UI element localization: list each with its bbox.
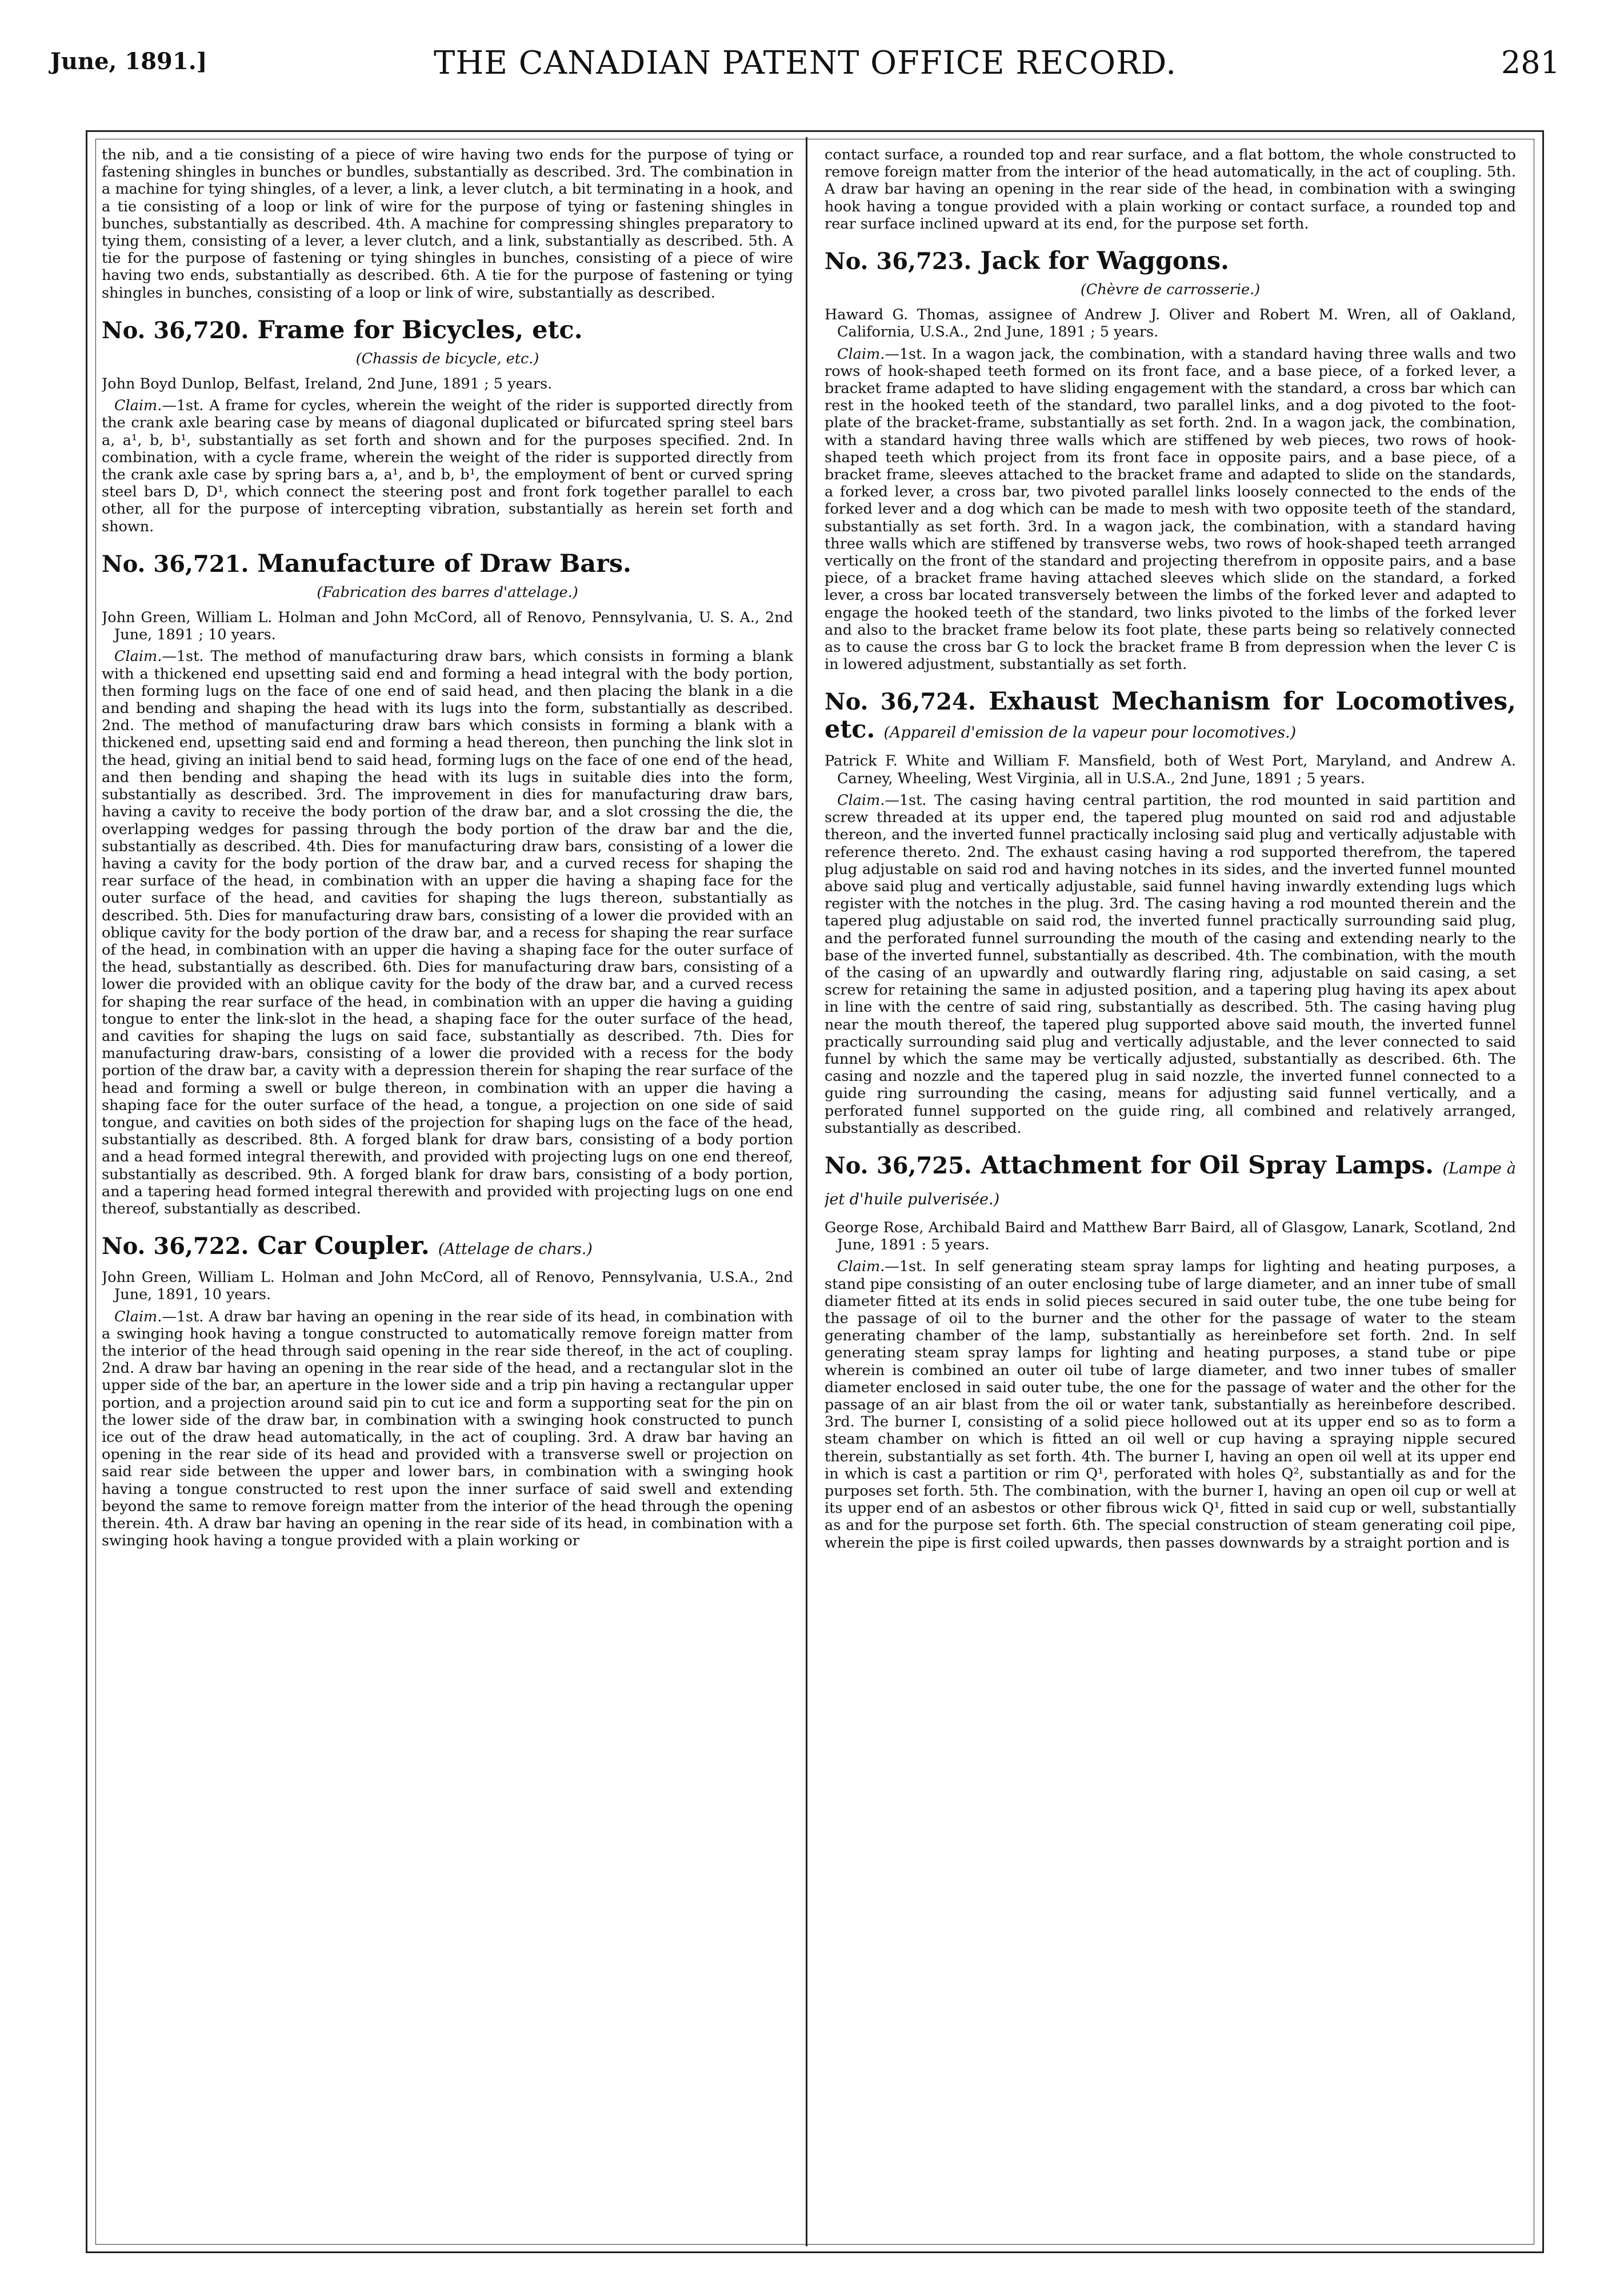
patent-number: No. 36,725.	[825, 1152, 972, 1179]
claims	[825, 346, 1516, 674]
patent-entry	[825, 1152, 1516, 1552]
claims-text: —1st. In a wagon jack, the combination, with a standard having three walls and two rows of hook-shaped teeth formed on its front face, and a base piece, of a forked lever, a bracket frame adapted to have sliding engagement with the standard, a cross bar which can rest in the hooked teeth of the standard, two parallel links, and a dog pivoted to the foot-plate of the bracket-frame, substantially as set forth. 2nd. In a wagon jack, the combination, with a standard having three walls which are stiffened by web pieces, two rows of hook-shaped teeth which project from its front face in opposite pairs, and a base piece, of a bracket frame, sleeves attached to the bracket frame and adapted to slide on the standards, a forked lever, a cross bar, two pivoted parallel links loosely connected to the ends of the forked lever and a dog which can be made to mesh with two opposite teeth of the standard, substantially as set forth. 3rd. In a wagon jack, the combination, with a standard having three walls which are stiffened by transverse webs, two rows of hook-shaped teeth arranged vertically on the front of the standard and projecting therefrom in opposite pairs, and a base piece, of a bracket frame having attached sleeves which slide on the standard, a forked lever, a cross bar located transversely between the limbs of the forked lever and adapted to engage the hooked teeth of the standard, two links pivoted to the limbs of the forked lever and also to the bracket frame below its foot plate, these parts being so relatively connected as to cause the cross bar G to lock the bracket frame B from depression when the lever C is in lowered adjustment, substantially as set forth.	[825, 345, 1516, 674]
inventors: John Green, William L. Holman and John McCord, all of Renovo, Pennsylvania, U. S. A., 2nd June, 1891 ; 10 years.	[102, 609, 793, 644]
claim-label: Claim.	[114, 1308, 162, 1325]
left-column	[102, 146, 793, 2237]
patent-title: Attachment for Oil Spray Lamps.	[981, 1151, 1434, 1180]
patent-title: Frame for Bicycles, etc.	[257, 315, 583, 344]
inventors: John Green, William L. Holman and John McCord, all of Renovo, Pennsylvania, U.S.A., 2nd June, 1891, 10 years.	[102, 1269, 793, 1304]
claims	[825, 792, 1516, 1137]
french-title: (Fabrication des barres d'attelage.)	[317, 583, 578, 601]
claims-text: —1st. In self generating steam spray lamps for lighting and heating purposes, a stand pipe consisting of an outer enclosing tube of large diameter, and an inner tube of small diameter fitted at its ends in solid pieces secured in said outer tube, the one tube being for the passage of oil to the burner and the other for the passage of water to the steam generating chamber of the lamp, substantially as hereinbefore set forth. 2nd. In self generating steam spray lamps for lighting and heating purposes, a stand tube or pipe wherein is combined an outer oil tube of large diameter, and two inner tubes of smaller diameter enclosed in said outer tube, the one for the passage of water and the other for the passage of an air blast from the oil or water tank, substantially as hereinbefore described. 3rd. The burner I, consisting of a solid piece hollowed out at its upper end so as to form a steam chamber on which is fitted an oil well or cup having a spraying nipple secured therein, substantially as set forth. 4th. The burner I, having an open oil well at its upper end in which is cast a partition or rim Q¹, perforated with holes Q², substantially as and for the purposes set forth. 5th. The combination, with the burner I, having an open oil cup or well at its upper end of an asbestos or other fibrous wick Q¹, fitted in said cup or well, substantially as and for the purpose set forth. 6th. The special construction of steam generating coil pipe, wherein the pipe is first coiled upwards, then passes downwards by a straight portion and is	[825, 1258, 1516, 1552]
patent-entry	[825, 688, 1516, 1136]
continuation-text: contact surface, a rounded top and rear surface, and a flat bottom, the whole constructed to remove foreign matter from the interior of the head automatically, in the act of coupling. 5th. A draw bar having an opening in the rear side of the head, in combination with a swinging hook having a tongue provided with a plain working or contact surface, a rounded top and rear surface inclined upward at its end, for the purpose set forth.	[825, 146, 1516, 233]
publication-title: THE CANADIAN PATENT OFFICE RECORD.	[433, 45, 1177, 82]
patent-heading	[825, 688, 1516, 747]
issue-date: June, 1891.]	[50, 48, 207, 75]
patent-title: Car Coupler.	[257, 1232, 430, 1261]
claims	[102, 648, 793, 1217]
french-title: (Chassis de bicycle, etc.)	[355, 350, 539, 367]
french-title: (Chèvre de carrosserie.)	[1080, 281, 1261, 299]
patent-heading	[825, 247, 1516, 275]
patent-number: No. 36,722.	[102, 1233, 249, 1260]
patent-title: Manufacture of Draw Bars.	[257, 549, 632, 578]
claims	[825, 1258, 1516, 1551]
page-header	[50, 45, 1560, 94]
patent-entry	[102, 550, 793, 1217]
claim-label: Claim.	[114, 648, 162, 666]
claim-label: Claim.	[837, 1258, 885, 1276]
patent-heading	[102, 550, 793, 578]
inventors: Haward G. Thomas, assignee of Andrew J. Oliver and Robert M. Wren, all of Oakland, California, U.S.A., 2nd June, 1891 ; 5 years.	[825, 306, 1516, 341]
french-title: (Attelage de chars.)	[438, 1240, 593, 1259]
inventors: Patrick F. White and William F. Mansfield, both of West Port, Maryland, and Andrew A. Carney, Wheeling, West Virginia, all in U.S.A., 2nd June, 1891 ; 5 years.	[825, 752, 1516, 787]
patent-number: No. 36,720.	[102, 316, 249, 344]
continuation-text: the nib, and a tie consisting of a piece of wire having two ends for the purpose of tying or fastening shingles in bunches or bundles, substantially as described. 3rd. The combination in a machine for tying shingles, of a lever, a link, a lever clutch, a bit terminating in a hook, and a tie consisting of a loop or link of wire for the purpose of tying or fastening shingles in bunches, substantially as described. 4th. A machine for compressing shingles preparatory to tying them, consisting of a lever, a lever clutch, and a link, substantially as described. 5th. A tie for the purpose of fastening or tying shingles in bunches, consisting of a piece of wire having two ends, substantially as described. 6th. A tie for the purpose of fastening or tying shingles in bunches, consisting of a loop or link of wire, substantially as described.	[102, 146, 793, 302]
claims	[102, 1308, 793, 1550]
inventors: George Rose, Archibald Baird and Matthew Barr Baird, all of Glasgow, Lanark, Scotland, 2nd June, 1891 : 5 years.	[825, 1219, 1516, 1254]
patent-number: No. 36,723.	[825, 248, 972, 275]
claims	[102, 397, 793, 535]
claim-label: Claim.	[114, 397, 162, 415]
claims-text: —1st. The method of manufacturing draw bars, which consists in forming a blank with a thickened end upsetting said end and forming a head integral with the body portion, then forming lugs on the face of one end of said head, and then placing the blank in a die and bending and shaping the head with its lugs into the form, substantially as described. 2nd. The method of manufacturing draw bars which consists in forming a blank with a thickened end, upsetting said end and forming a head thereon, then punching the link slot in the head, giving an initial bend to said head, forming lugs on the face of one end of the head, and then bending and shaping the head with its lugs in suitable dies into the form, substantially as described. 3rd. The improvement in dies for manufacturing draw bars, having a cavity to receive the body portion of the draw bar, and a slot crossing the die, the overlapping wedges for passing through the body portion of the draw bar and the die, substantially as described. 4th. Dies for manufacturing draw bars, consisting of a lower die having a cavity for the body portion of the draw bar, and a curved recess for shaping the rear surface of the head, in combination with an upper die having a shaping face for the outer surface of the head, and cavities for shaping the lugs thereon, substantially as described. 5th. Dies for manufacturing draw bars, consisting of a lower die provided with an oblique cavity for the body portion of the draw bar, and a recess for shaping the rear surface of the head, in combination with an upper die having a shaping face for the outer surface of the head, substantially as described. 6th. Dies for manufacturing draw bars, consisting of a lower die provided with an oblique cavity for the body of the draw bar, and a curved recess for shaping the rear surface of the head, in combination with an upper die having a guiding tongue to enter the link-slot in the head, a shaping face for the outer surface of the head, and cavities for shaping the lugs on said face, substantially as described. 7th. Dies for manufacturing draw-bars, consisting of a lower die provided with a recess for the body portion of the draw bar, a cavity with a depression therein for shaping the rear surface of the head and forming a swell or bulge thereon, in combination with an upper die having a shaping face for the outer surface of the head, a tongue, a projection on one side of said tongue, and cavities on both sides of the projection for shaping lugs on the face of the head, substantially as described. 8th. A forged blank for draw bars, consisting of a body portion and a head formed integral therewith, and provided with projecting lugs on one end thereof, substantially as described. 9th. A forged blank for draw bars, consisting of a body portion, and a tapering head formed integral therewith and provided with projecting lugs on one end thereof, substantially as described.	[102, 648, 793, 1217]
patent-entry	[102, 316, 793, 535]
right-column	[825, 146, 1516, 2237]
french-title: (Lampe à jet d'huile pulverisée.)	[825, 1159, 1516, 1208]
patent-heading	[825, 1152, 1516, 1213]
claims-text: —1st. A frame for cycles, wherein the weight of the rider is supported directly from the crank axle bearing case by means of diagonal duplicated or bifurcated spring steel bars a, a¹, b, b¹, substantially as set forth and shown and for the purposes specified. 2nd. In combination, with a cycle frame, wherein the weight of the rider is supported directly from the crank axle case by spring bars a, a¹, and b, b¹, the employment of bent or curved spring steel bars D, D¹, which connect the steering post and front fork together parallel to each other, all for the purpose of intercepting vibration, substantially as herein set forth and shown.	[102, 397, 793, 535]
patent-entry	[825, 247, 1516, 673]
column-divider	[806, 137, 807, 2246]
patent-number: No. 36,724.	[825, 688, 976, 716]
patent-heading	[102, 316, 793, 344]
french-title: (Appareil d'emission de la vapeur pour locomotives.)	[883, 724, 1297, 742]
claim-label: Claim.	[837, 791, 885, 809]
inventors: John Boyd Dunlop, Belfast, Ireland, 2nd June, 1891 ; 5 years.	[102, 375, 553, 393]
page-number: 281	[1501, 45, 1560, 81]
claim-label: Claim.	[837, 345, 885, 363]
patent-title: Jack for Waggons.	[980, 247, 1230, 276]
patent-heading	[102, 1232, 793, 1263]
patent-entry	[102, 1232, 793, 1549]
claims-text: —1st. The casing having central partition, the rod mounted in said partition and screw threaded at its upper end, the tapered plug mounted on said rod and adjustable thereon, and the inverted funnel practically inclosing said plug and vertically adjustable with reference thereto. 2nd. The exhaust casing having a rod supported therefrom, the tapered plug adjustable on said rod and having notches in its sides, and the inverted funnel mounted above said plug and vertically adjustable, said funnel having inwardly extending lugs which register with the notches in the plug. 3rd. The casing having a rod mounted therein and the tapered plug adjustable on said rod, the inverted funnel practically surrounding said plug, and the perforated funnel surrounding the mouth of the casing and extending nearly to the base of the inverted funnel, substantially as described. 4th. The combination, with the mouth of the casing of an upwardly and outwardly flaring ring, adjustable on said casing, a set screw for retaining the same in adjusted position, and a tapering plug having its apex about in line with the centre of said ring, substantially as described. 5th. The casing having plug near the mouth thereof, the tapered plug supported above said mouth, the inverted funnel practically surrounding said plug and vertically adjustable, and the lever connected to said funnel by which the same may be vertically adjusted, substantially as described. 6th. The casing and nozzle and the tapered plug in said nozzle, the inverted funnel connected to a guide ring surrounding the casing, means for adjusting said funnel vertically, and a perforated funnel supported on the guide ring, all combined and relatively arranged, substantially as described.	[825, 791, 1516, 1137]
claims-text: —1st. A draw bar having an opening in the rear side of its head, in combination with a swinging hook having a tongue constructed to automatically remove foreign matter from the interior of the head through said opening in the rear side thereof, in the act of coupling. 2nd. A draw bar having an opening in the rear side of the head, and a rectangular slot in the upper side of the bar, an aperture in the lower side and a trip pin having a rectangular upper portion, and a projection around said pin to cut ice and form a supporting seat for the pin on the lower side of the draw bar, in combination with a swinging hook constructed to punch ice out of the draw head automatically, in the act of coupling. 3rd. A draw bar having an opening in the rear side of its head and provided with a transverse swell or projection on said rear side between the upper and lower bars, in combination with a swinging hook having a tongue constructed to rest upon the inner surface of said swell and extending beyond the same to remove foreign matter from the interior of the head through the opening therein. 4th. A draw bar having an opening in the rear side of its head, in combination with a swinging hook having a tongue provided with a plain working or	[102, 1308, 793, 1550]
patent-title: Exhaust Mechanism for Locomotives, etc.	[825, 687, 1516, 744]
patent-number: No. 36,721.	[102, 550, 249, 578]
